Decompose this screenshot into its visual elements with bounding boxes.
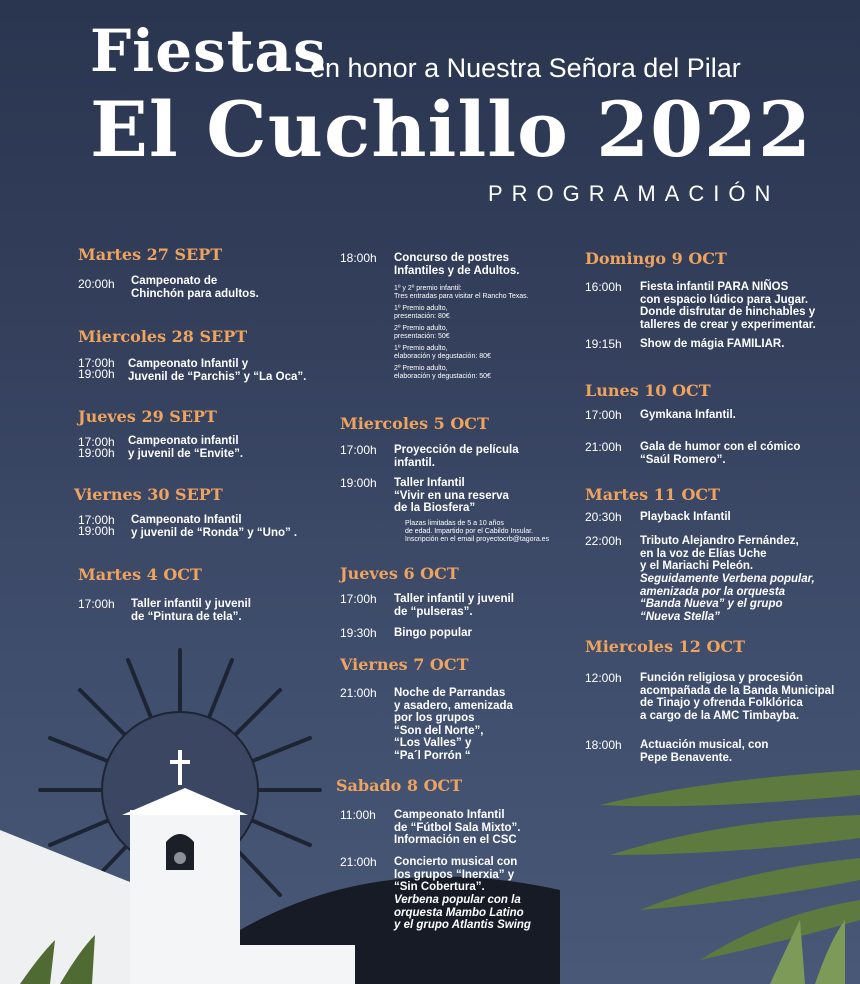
event-time: 19:15h <box>585 337 622 351</box>
event-desc-italic: Verbena popular con la orquesta Mambo Latino y el grupo Atlantis Swing <box>394 894 531 931</box>
day-miercoles-5: Miercoles 5 OCT <box>340 414 489 433</box>
event-desc: Campeonato infantil y juvenil de “Envite”. <box>128 435 244 460</box>
event-desc: Campeonato Infantil y juvenil de “Ronda” y “Uno” . <box>131 514 298 539</box>
event-desc: Fiesta infantil PARA NIÑOS con espacio lúdico para Jugar. Donde disfrutar de hinchables y talleres de crear y experimentar. <box>640 281 816 331</box>
event-time: 19:00h <box>340 476 377 490</box>
event-time: 21:00h <box>585 440 622 454</box>
event-time: 12:00h <box>585 671 622 685</box>
event-desc: Gala de humor con el cómico “Saúl Romero”. <box>640 441 801 466</box>
event-time: 20:30h <box>585 510 622 524</box>
event-time: 17:00h <box>78 597 115 611</box>
event-desc: Concurso de postres Infantiles y de Adultos. <box>394 252 520 277</box>
event-desc: Show de mágia FAMILIAR. <box>640 338 785 350</box>
event-desc: Playback Infantil <box>640 511 731 523</box>
church-nave <box>240 945 355 984</box>
event-time: 17:00h 19:00h <box>78 435 115 460</box>
palm-leaf-right <box>600 770 860 960</box>
event-time: 17:00h 19:00h <box>78 513 115 538</box>
event-time: 11:00h <box>340 808 376 822</box>
prize-note: 2º Premio adulto, presentación: 50€ <box>394 325 450 340</box>
event-time: 21:00h <box>340 686 377 700</box>
event-desc: Gymkana Infantil. <box>640 409 736 421</box>
event-desc: Actuación musical, con Pepe Benavente. <box>640 739 769 764</box>
event-desc: Taller infantil y juvenil de “pulseras”. <box>394 593 514 618</box>
day-martes-27: Martes 27 SEPT <box>78 245 223 264</box>
white-wall <box>0 830 130 984</box>
prize-note: 1º Premio adulto, presentación: 80€ <box>394 305 450 320</box>
event-desc-italic: Seguidamente Verbena popular, amenizada por la orquesta “Banda Nueva” y el grupo “Nueva Stella” <box>640 573 815 623</box>
day-sabado-8: Sabado 8 OCT <box>336 776 463 795</box>
day-viernes-7: Viernes 7 OCT <box>340 655 469 674</box>
event-time: 17:00h <box>340 592 377 606</box>
day-miercoles-12: Miercoles 12 OCT <box>585 637 746 656</box>
programacion-label: PROGRAMACIÓN <box>488 181 780 206</box>
event-time: 17:00h 19:00h <box>78 356 115 381</box>
event-time: 21:00h <box>340 855 377 869</box>
prize-note: 1º y 2º premio infantil: Tres entradas para visitar el Rancho Texas. <box>394 285 529 300</box>
day-martes-4: Martes 4 OCT <box>78 565 202 584</box>
honor-subheading: en honor a Nuestra Señora del Pilar <box>310 53 741 83</box>
event-desc: Campeonato de Chinchón para adultos. <box>131 275 259 300</box>
event-time: 22:00h <box>585 534 622 548</box>
event-time: 18:00h <box>585 738 622 752</box>
event-desc: Tributo Alejandro Fernández, en la voz de Elías Uche y el Mariachi Peleón. <box>640 535 799 572</box>
day-miercoles-28: Miercoles 28 SEPT <box>78 327 248 346</box>
event-desc: Bingo popular <box>394 627 472 639</box>
event-desc: Concierto musical con los grupos “Inerxia” y “Sin Cobertura”. <box>394 856 518 893</box>
workshop-note: Plazas limitadas de 5 a 10 años de edad. Impartido por el Cabildo Insular. Inscripción en el email proyectocrb@tagora.es <box>405 520 550 543</box>
event-desc: Taller infantil y juvenil de “Pintura de tela”. <box>131 598 251 623</box>
event-time: 17:00h <box>340 443 377 457</box>
day-jueves-29: Jueves 29 SEPT <box>78 407 217 426</box>
main-title: El Cuchillo 2022 <box>90 85 812 174</box>
day-domingo-9: Domingo 9 OCT <box>585 249 727 268</box>
event-time: 17:00h <box>585 408 622 422</box>
fiestas-heading: Fiestas <box>90 17 327 85</box>
event-time: 18:00h <box>340 251 377 265</box>
event-time: 20:00h <box>78 277 115 291</box>
prize-note: 1º Premio adulto, elaboración y degustación: 80€ <box>394 345 491 360</box>
event-desc: Taller Infantil “Vivir en una reserva de la Biosfera” <box>394 477 509 514</box>
event-time: 19:30h <box>340 626 377 640</box>
prize-note: 2º Premio adulto, elaboración y degustación: 50€ <box>394 365 491 380</box>
event-desc: Campeonato Infantil y Juvenil de “Parchis” y “La Oca”. <box>128 358 307 383</box>
event-desc: Campeonato Infantil de “Fútbol Sala Mixto”. Información en el CSC <box>394 809 521 846</box>
event-desc: Proyección de película infantil. <box>394 444 519 469</box>
event-desc: Función religiosa y procesión acompañada de la Banda Municipal de Tinajo y ofrenda Folklórica a cargo de la AMC Timbayba. <box>640 672 835 722</box>
day-martes-11: Martes 11 OCT <box>585 485 721 504</box>
day-jueves-6: Jueves 6 OCT <box>340 564 459 583</box>
day-lunes-10: Lunes 10 OCT <box>585 381 711 400</box>
day-viernes-30: Viernes 30 SEPT <box>74 485 223 504</box>
event-time: 16:00h <box>585 280 622 294</box>
event-desc: Noche de Parrandas y asadero, amenizada por los grupos “Son del Norte”, “Los Valles” y “Pa´l Porrón “ <box>394 687 513 762</box>
